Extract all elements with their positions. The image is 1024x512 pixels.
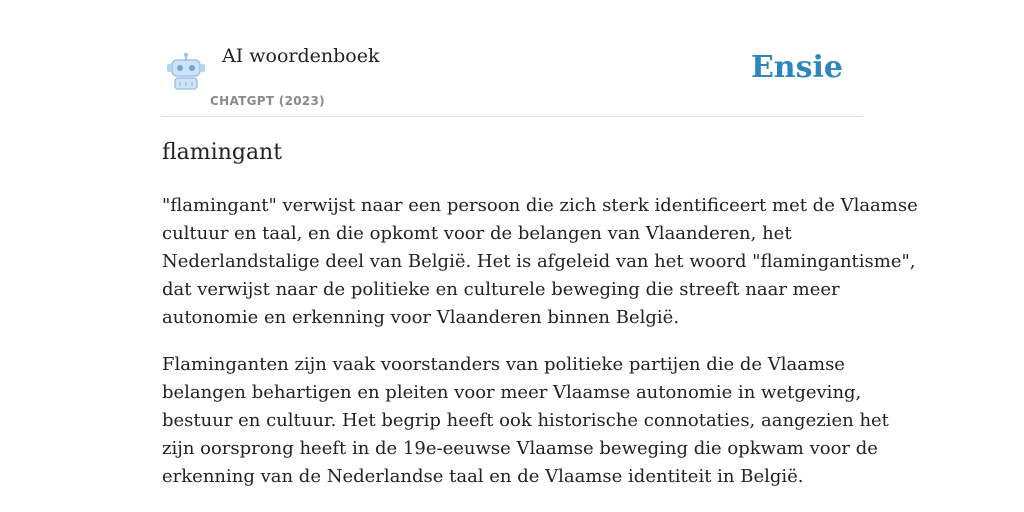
- paragraph-line: belangen behartigen en pleiten voor meer Vlaamse autonomie in wetgeving,: [162, 382, 862, 403]
- paragraph-line: cultuur en taal, en die opkomt voor de belangen van Vlaanderen, het: [162, 223, 792, 244]
- paragraph-line: erkenning van de Nederlandse taal en de Vlaamse identiteit in België.: [162, 466, 804, 487]
- paragraph-line: bestuur en cultuur. Het begrip heeft ook historische connotaties, aangezien het: [162, 410, 889, 431]
- entry-term: flamingant: [162, 140, 283, 165]
- entry-paragraph: [162, 192, 918, 332]
- paragraph-line: Nederlandstalige deel van België. Het is afgeleid van het woord "flamingantisme",: [162, 251, 916, 272]
- paragraph-line: dat verwijst naar de politieke en culturele beweging die streeft naar meer: [162, 279, 840, 300]
- paragraph-line: Flaminganten zijn vaak voorstanders van politieke partijen die de Vlaamse: [162, 354, 845, 375]
- entry-paragraph: [162, 351, 889, 491]
- source-subtitle: CHATGPT (2023): [210, 94, 325, 108]
- brand-logo[interactable]: Ensie: [750, 50, 843, 85]
- source-header: [162, 40, 862, 117]
- paragraph-line: zijn oorsprong heeft in de 19e-eeuwse Vlaamse beweging die opkwam voor de: [162, 438, 878, 459]
- entry-body: [162, 192, 918, 510]
- source-title: AI woordenboek: [222, 45, 380, 67]
- paragraph-line: autonomie en erkenning voor Vlaanderen binnen België.: [162, 307, 680, 328]
- paragraph-line: "flamingant" verwijst naar een persoon die zich sterk identificeert met de Vlaamse: [162, 195, 918, 216]
- robot-icon: [165, 52, 207, 90]
